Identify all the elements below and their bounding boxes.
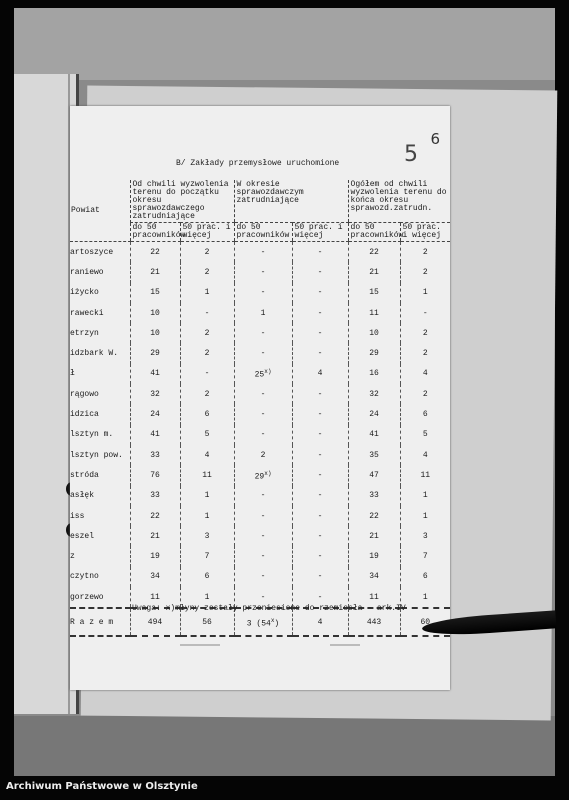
header-group-before: Od chwili wyzwolenia terenu do początku okresu sprawozdawczego zatrudniające	[130, 180, 234, 223]
table-row	[70, 404, 450, 424]
cell-value: 2	[234, 445, 292, 465]
handwritten-mark: 5	[404, 142, 418, 167]
page-number: 6	[430, 130, 440, 148]
cell-value: -	[292, 546, 348, 566]
cell-value: 1	[400, 587, 450, 608]
cell-value: -	[234, 567, 292, 587]
cell-value: -	[234, 404, 292, 424]
total-value: 494	[130, 608, 180, 636]
cell-value: 33	[130, 445, 180, 465]
cell-value: 11	[180, 465, 234, 485]
table-row	[70, 283, 450, 303]
cell-value: -	[292, 506, 348, 526]
table-row	[70, 465, 450, 485]
cell-value: -	[292, 587, 348, 608]
cell-value: -	[234, 283, 292, 303]
cell-value: -	[292, 404, 348, 424]
cell-value: -	[234, 262, 292, 282]
cell-value: -	[292, 445, 348, 465]
cell-value: 10	[130, 323, 180, 343]
cell-value: -	[234, 242, 292, 263]
cell-value: -	[234, 546, 292, 566]
row-powiat: idzica	[70, 410, 99, 420]
cell-value: -	[292, 283, 348, 303]
table-row	[70, 445, 450, 465]
row-powiat: czytno	[70, 572, 99, 582]
header-small: do 50 pracowników	[348, 223, 400, 242]
cell-number: 29	[254, 472, 265, 482]
total-label: R a z e m	[70, 608, 130, 636]
cell-value: 24	[130, 404, 180, 424]
cell-value: 29	[348, 343, 400, 363]
cell-value: 22	[130, 242, 180, 263]
row-powiat: artoszyce	[70, 247, 114, 257]
cell-value: -	[292, 323, 348, 343]
microfilm-frame	[14, 8, 555, 776]
cell-value: 21	[348, 526, 400, 546]
cell-value: -	[234, 343, 292, 363]
table-row	[70, 303, 450, 323]
cell-value: 10	[130, 303, 180, 323]
cell-value: 1	[400, 506, 450, 526]
total-value: 60	[400, 608, 450, 636]
footnote-note: Uwaga: x)młyny zostały przeniesione do rzemiosła - ark.IV	[132, 604, 406, 613]
cell-value-footnoted	[234, 364, 292, 384]
cell-value-footnoted	[234, 465, 292, 485]
cell-value: 1	[180, 283, 234, 303]
cell-value: 10	[348, 323, 400, 343]
table-row	[70, 425, 450, 445]
cell-value: 5	[400, 425, 450, 445]
row-powiat: etrzyn	[70, 328, 99, 338]
row-powiat: iss	[70, 511, 85, 521]
table-row	[70, 262, 450, 282]
cell-value: 21	[130, 526, 180, 546]
cell-value: 11	[348, 587, 400, 608]
cell-value: 22	[348, 506, 400, 526]
cell-value: -	[292, 465, 348, 485]
footnote-marker: x)	[264, 368, 272, 376]
cell-value: 3	[400, 526, 450, 546]
cell-value: -	[292, 567, 348, 587]
header-large: 50 prac. i więcej	[180, 223, 234, 242]
faint-mark	[330, 644, 360, 646]
header-large: 50 prac. i więcej	[400, 223, 450, 242]
header-powiat: Powiat	[70, 180, 130, 242]
table-row	[70, 486, 450, 506]
film-top-band	[14, 8, 555, 80]
cell-value: -	[292, 526, 348, 546]
cell-value: 2	[180, 384, 234, 404]
cell-value: 33	[348, 486, 400, 506]
cell-value: 34	[348, 567, 400, 587]
row-powiat: z	[70, 552, 75, 562]
header-small: do 50 pracowników	[130, 223, 180, 242]
cell-value: 11	[348, 303, 400, 323]
cell-value: 11	[400, 465, 450, 485]
cell-value: 24	[348, 404, 400, 424]
cell-value: 21	[348, 262, 400, 282]
cell-value: 34	[130, 567, 180, 587]
cell-value: -	[292, 486, 348, 506]
cell-value: 32	[348, 384, 400, 404]
cell-number: 3 (54	[246, 619, 271, 629]
cell-value: -	[292, 343, 348, 363]
cell-value: 7	[400, 546, 450, 566]
cell-value: 2	[180, 323, 234, 343]
film-bottom-band	[14, 716, 555, 776]
cell-number: 25	[254, 370, 265, 380]
cell-value: -	[180, 303, 234, 323]
cell-value: 21	[130, 262, 180, 282]
cell-value: 35	[348, 445, 400, 465]
row-powiat: lsztyn m.	[70, 430, 114, 440]
table-row	[70, 526, 450, 546]
cell-value: 29	[130, 343, 180, 363]
row-powiat: raniewo	[70, 267, 104, 277]
document-page	[70, 106, 450, 690]
cell-value: 41	[130, 364, 180, 384]
cell-value: -	[180, 364, 234, 384]
header-small: do 50 pracowników	[234, 223, 292, 242]
cell-value: -	[292, 384, 348, 404]
cell-value: 5	[180, 425, 234, 445]
cell-value: -	[234, 587, 292, 608]
cell-value: -	[234, 486, 292, 506]
table-row	[70, 506, 450, 526]
row-powiat: asłęk	[70, 491, 95, 501]
cell-value: 41	[348, 425, 400, 445]
cell-value: 6	[180, 404, 234, 424]
cell-value: 3	[180, 526, 234, 546]
cell-value: 1	[234, 303, 292, 323]
cell-value: -	[292, 242, 348, 263]
statistics-table	[70, 180, 450, 637]
cell-value: 2	[400, 343, 450, 363]
faint-mark	[180, 644, 220, 646]
row-powiat: stróda	[70, 470, 99, 480]
cell-value: 33	[130, 486, 180, 506]
cell-value: 16	[348, 364, 400, 384]
footnote-marker: x)	[264, 469, 272, 477]
cell-value: -	[234, 526, 292, 546]
table-row	[70, 242, 450, 263]
cell-value: 4	[400, 364, 450, 384]
cell-value: 1	[180, 506, 234, 526]
cell-value: 4	[180, 445, 234, 465]
table-row	[70, 567, 450, 587]
cell-value: 6	[400, 404, 450, 424]
cell-value: 6	[400, 567, 450, 587]
cell-value: -	[292, 303, 348, 323]
archive-label: Archiwum Państwowe w Olsztynie	[6, 781, 198, 792]
cell-value: 2	[400, 323, 450, 343]
cell-value: 6	[180, 567, 234, 587]
cell-value: 11	[130, 587, 180, 608]
table-row	[70, 546, 450, 566]
cell-value: 2	[400, 384, 450, 404]
row-powiat: rawecki	[70, 308, 104, 318]
header-large: 50 prac. i więcej	[292, 223, 348, 242]
cell-value: 32	[130, 384, 180, 404]
cell-paren: )	[274, 619, 280, 629]
cell-value: 2	[180, 262, 234, 282]
row-powiat: gorzewo	[70, 592, 104, 602]
table-row	[70, 323, 450, 343]
cell-value: -	[292, 425, 348, 445]
cell-value: 1	[180, 587, 234, 608]
cell-value: 2	[180, 343, 234, 363]
cell-value: 15	[130, 283, 180, 303]
cell-value: 22	[348, 242, 400, 263]
document-title: B/ Zakłady przemysłowe uruchomione	[176, 159, 340, 168]
cell-value: 19	[130, 546, 180, 566]
cell-value: 22	[130, 506, 180, 526]
table-row	[70, 343, 450, 363]
cell-value: 7	[180, 546, 234, 566]
cell-value: 2	[400, 262, 450, 282]
row-powiat: iżycko	[70, 288, 99, 298]
cell-value: 47	[348, 465, 400, 485]
cell-value: 1	[400, 283, 450, 303]
cell-value: 4	[292, 364, 348, 384]
cell-value: 15	[348, 283, 400, 303]
header-group-period: W okresie sprawozdawczym zatrudniające	[234, 180, 348, 223]
table-row	[70, 364, 450, 384]
cell-value: -	[234, 506, 292, 526]
cell-value: 2	[400, 242, 450, 263]
total-value: 4	[292, 608, 348, 636]
total-value: 56	[180, 608, 234, 636]
cell-value: -	[400, 303, 450, 323]
cell-value: 41	[130, 425, 180, 445]
row-powiat: rągowo	[70, 389, 99, 399]
footnote-marker: x	[270, 616, 275, 624]
cell-value: 19	[348, 546, 400, 566]
cell-value: 4	[400, 445, 450, 465]
cell-value: -	[234, 425, 292, 445]
cell-value: 76	[130, 465, 180, 485]
header-group-total: Ogółem od chwili wyzwolenia terenu do końca okresu sprawozd.zatrudn.	[348, 180, 450, 223]
cell-value: -	[234, 323, 292, 343]
cell-value: -	[234, 384, 292, 404]
table-row	[70, 384, 450, 404]
row-powiat: idzbark W.	[70, 349, 119, 359]
cell-value: -	[292, 262, 348, 282]
cell-value: 2	[180, 242, 234, 263]
row-powiat: eszel	[70, 531, 95, 541]
cell-value: 1	[400, 486, 450, 506]
cell-value: 1	[180, 486, 234, 506]
row-powiat: lsztyn pow.	[70, 450, 123, 460]
total-value: 443	[348, 608, 400, 636]
row-powiat: ł	[70, 369, 75, 379]
